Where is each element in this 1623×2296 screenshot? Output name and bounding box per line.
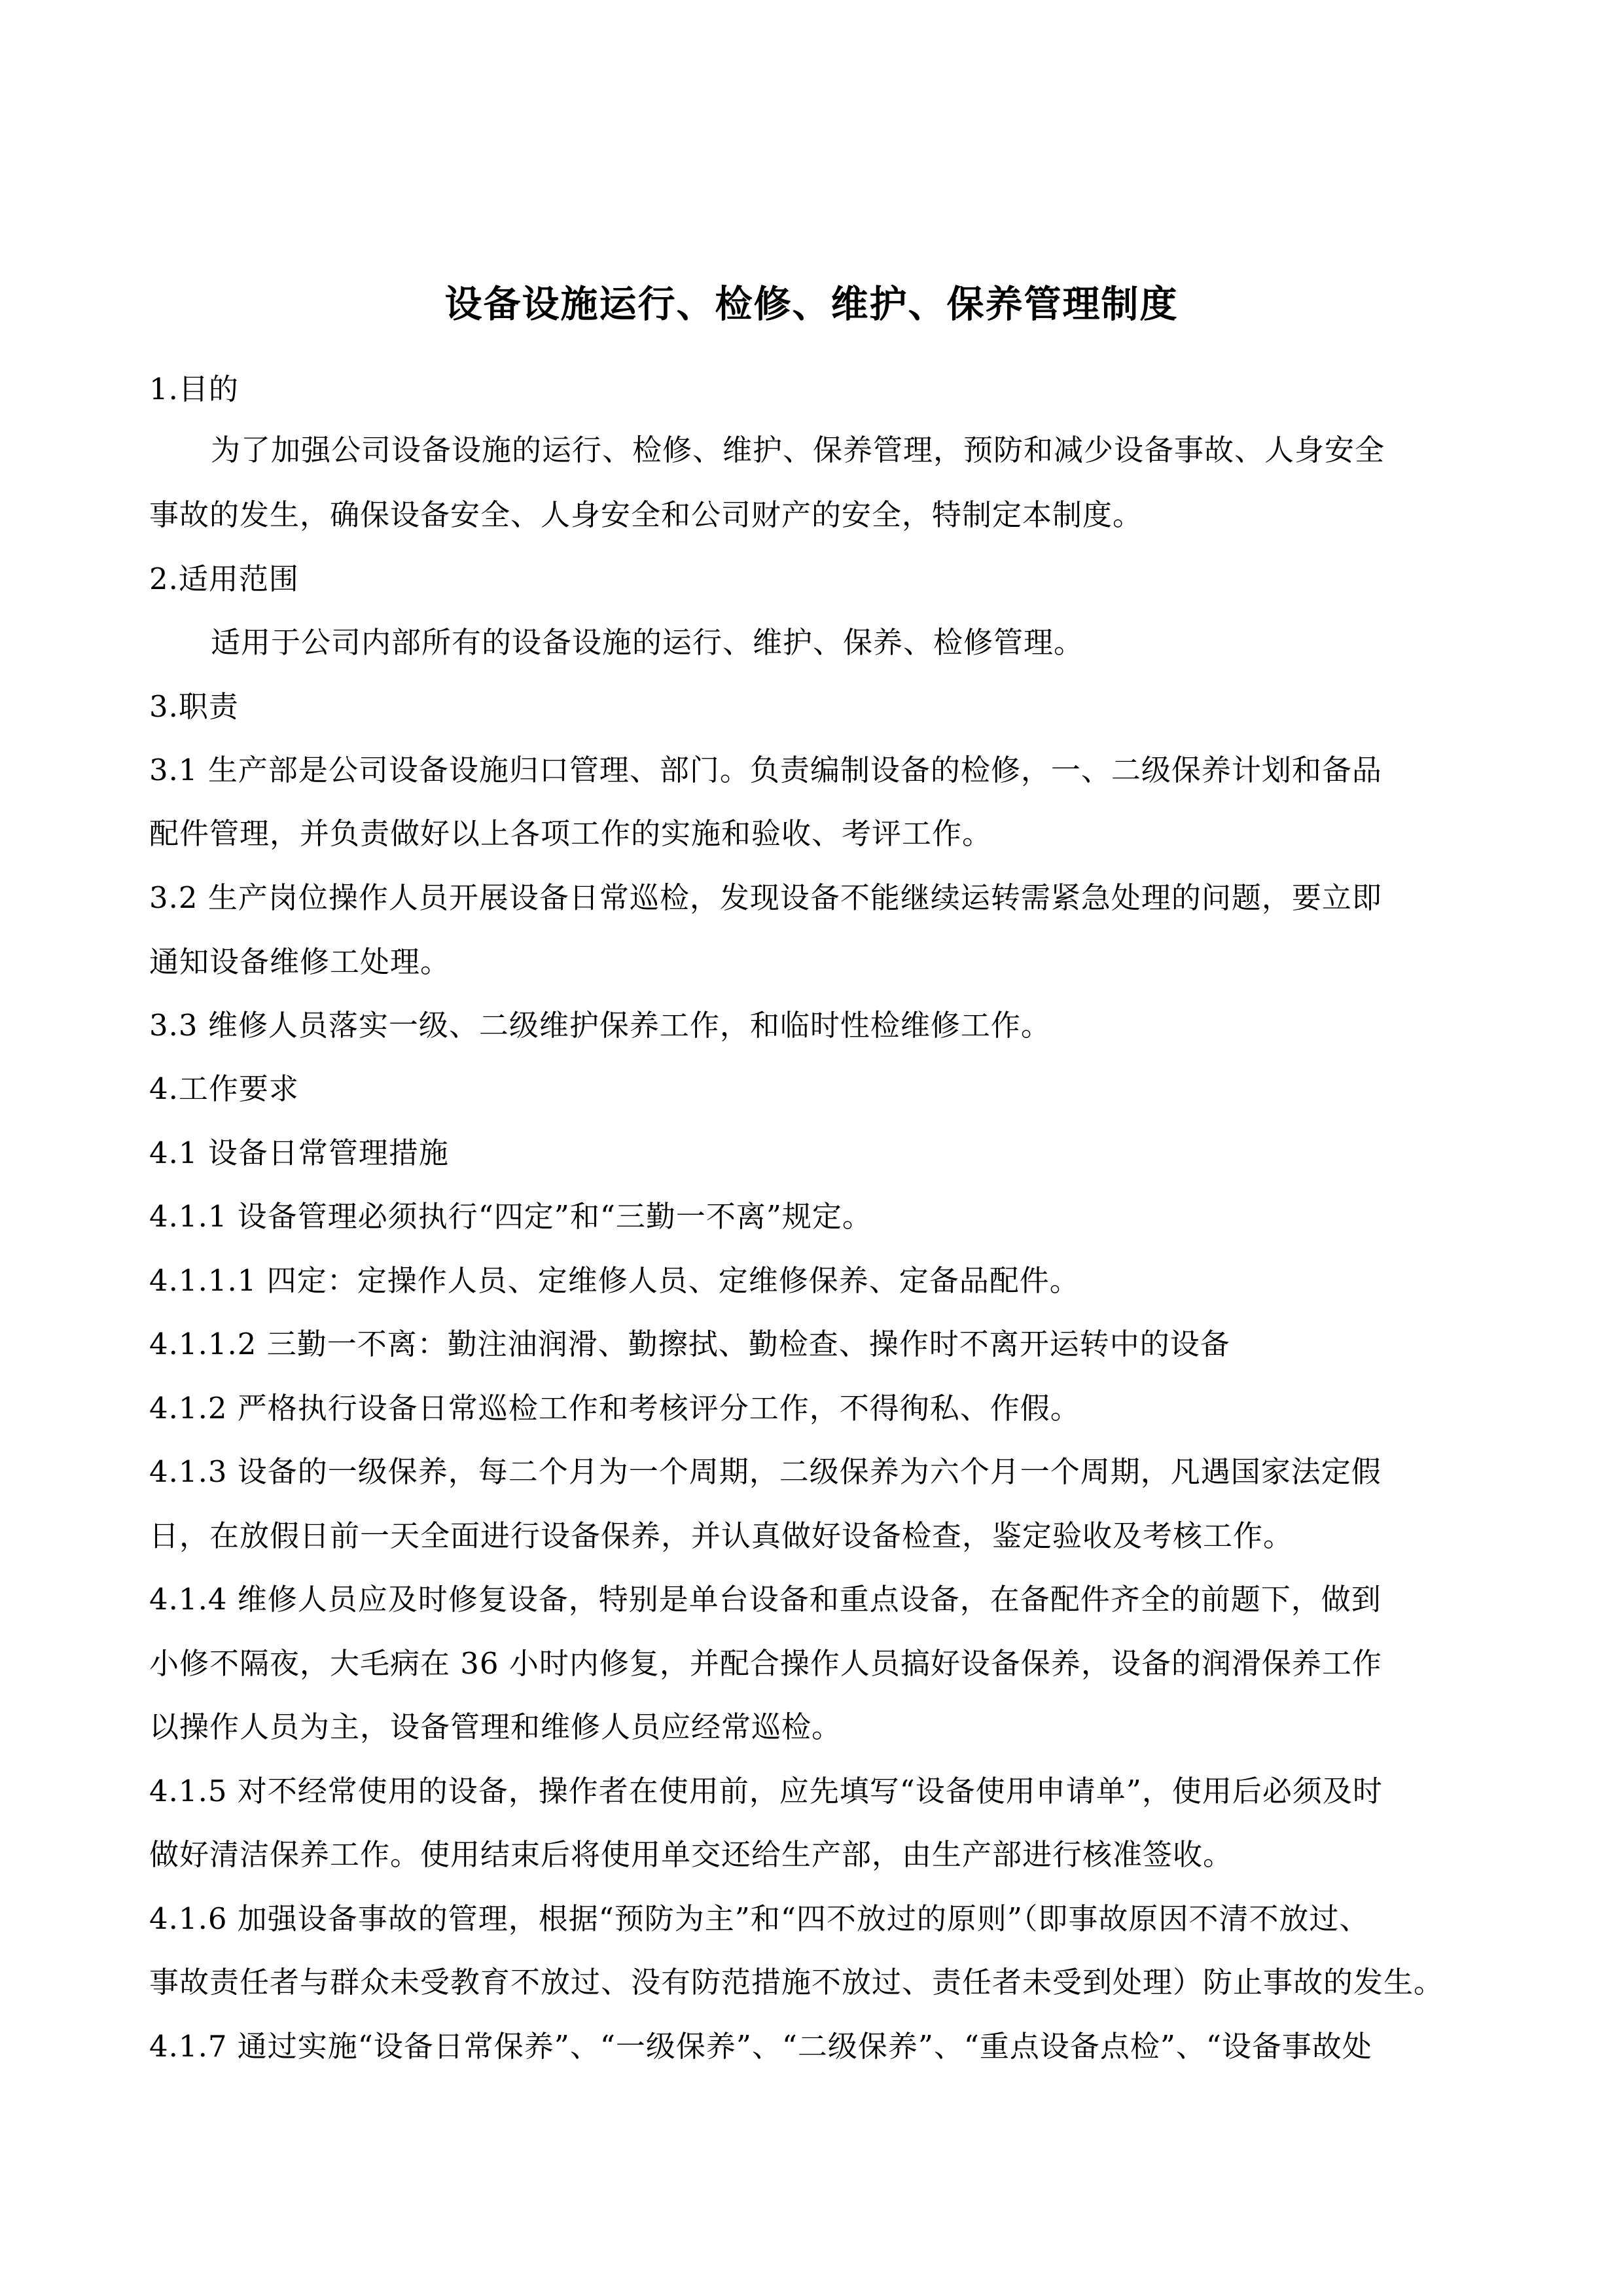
paragraph-line: 4.1.1.2 三勤一不离：勤注油润滑、勤擦拭、勤检查、操作时不离开运转中的设备 [149, 1327, 1230, 1361]
paragraph-line: 适用于公司内部所有的设备设施的运行、维护、保养、检修管理。 [211, 625, 1084, 660]
paragraph-line: 通知设备维修工处理。 [149, 944, 451, 979]
paragraph-line: 4.1.3 设备的一级保养，每二个月为一个周期，二级保养为六个月一个周期，凡遇国家法定假 [149, 1454, 1382, 1489]
paragraph-line: 4.1.5 对不经常使用的设备，操作者在使用前，应先填写“设备使用申请单”，使用后必须及时 [149, 1774, 1383, 1808]
paragraph-line: 为了加强公司设备设施的运行、检修、维护、保养管理，预防和减少设备事故、人身安全 [211, 433, 1385, 467]
paragraph-line: 4.1.1 设备管理必须执行“四定”和“三勤一不离”规定。 [149, 1199, 872, 1234]
paragraph-line: 4.1.4 维修人员应及时修复设备，特别是单台设备和重点设备，在备配件齐全的前题下，做到 [149, 1582, 1382, 1617]
paragraph-line: 4.1.6 加强设备事故的管理，根据“预防为主”和“四不放过的原则”（即事故原因不清不放过、 [149, 1901, 1370, 1936]
paragraph-line: 3.3 维修人员落实一级、二级维护保养工作，和临时性检维修工作。 [149, 1008, 1051, 1043]
paragraph-line: 做好清洁保养工作。使用结束后将使用单交还给生产部，由生产部进行核准签收。 [149, 1837, 1234, 1872]
paragraph-line: 4.1.2 严格执行设备日常巡检工作和考核评分工作，不得徇私、作假。 [149, 1391, 1080, 1426]
paragraph-line: 3.1 生产部是公司设备设施归口管理、部门。负责编制设备的检修，一、二级保养计划和备品 [149, 753, 1382, 787]
paragraph-line: 事故的发生，确保设备安全、人身安全和公司财产的安全，特制定本制度。 [149, 497, 1143, 532]
paragraph-line: 4.1.7 通过实施“设备日常保养”、“一级保养”、“二级保养”、“重点设备点检”、“设备事故处 [149, 2029, 1372, 2064]
paragraph-line: 小修不隔夜，大毛病在 36 小时内修复，并配合操作人员搞好设备保养，设备的润滑保养工作 [149, 1646, 1382, 1681]
paragraph-line: 事故责任者与群众未受教育不放过、没有防范措施不放过、责任者未受到处理）防止事故的发生。 [149, 1965, 1444, 2000]
paragraph-line: 以操作人员为主，设备管理和维修人员应经常巡检。 [149, 1710, 842, 1744]
section-heading-responsibilities: 3.职责 [149, 689, 239, 724]
paragraph-line: 3.2 生产岗位操作人员开展设备日常巡检，发现设备不能继续运转需紧急处理的问题，要立即 [149, 880, 1382, 915]
section-heading-purpose: 1.目的 [149, 372, 239, 406]
section-heading-requirements: 4.工作要求 [149, 1071, 299, 1106]
paragraph-line: 4.1.1.1 四定：定操作人员、定维修人员、定维修保养、定备品配件。 [149, 1263, 1080, 1298]
paragraph-line: 日，在放假日前一天全面进行设备保养，并认真做好设备检查，鉴定验收及考核工作。 [149, 1518, 1294, 1553]
section-heading-scope: 2.适用范围 [149, 562, 299, 596]
document-title: 设备设施运行、检修、维护、保养管理制度 [444, 282, 1179, 326]
subsection-heading: 4.1 设备日常管理措施 [149, 1136, 449, 1170]
paragraph-line: 配件管理，并负责做好以上各项工作的实施和验收、考评工作。 [149, 816, 993, 851]
